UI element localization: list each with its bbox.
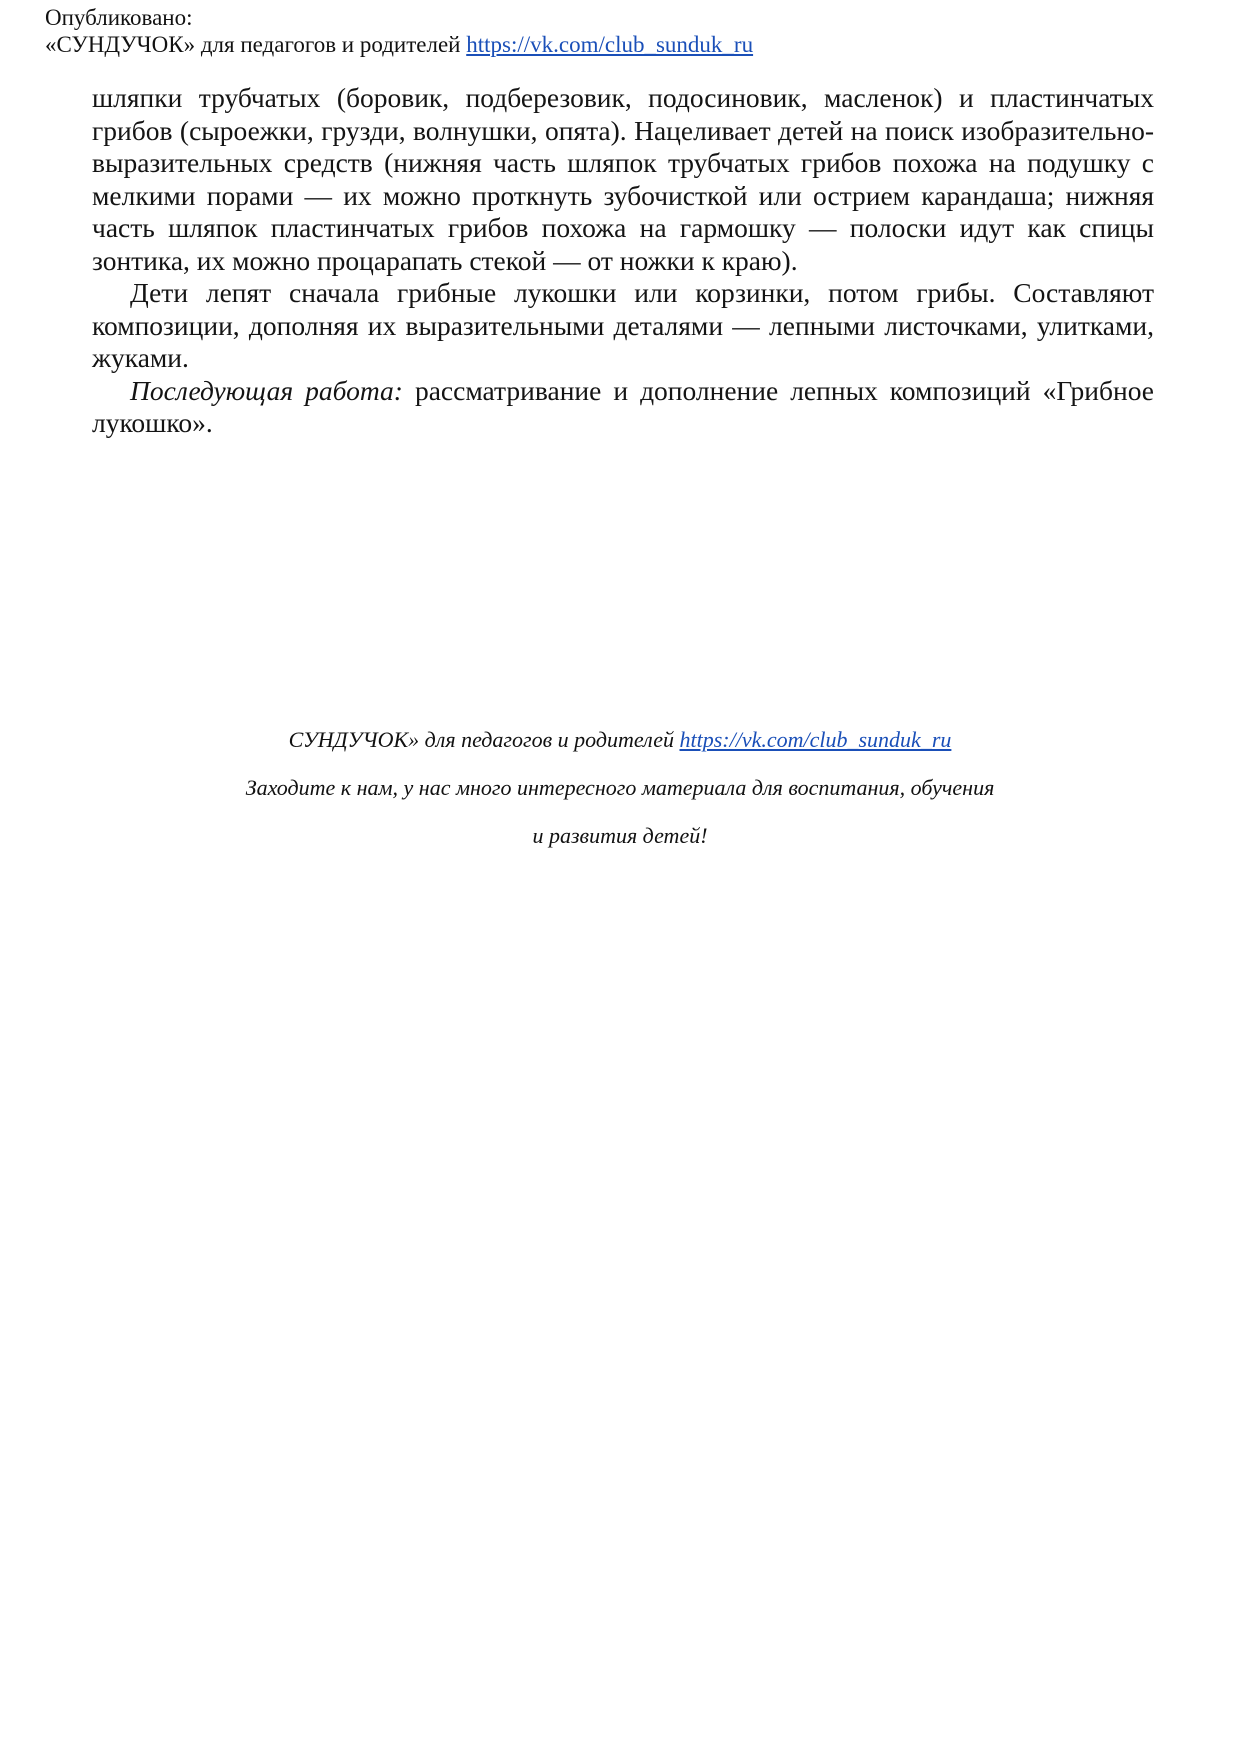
paragraph-1: шляпки трубчатых (боровик, подберезовик, подосиновик, масленок) и пластинчатых грибов (сыроежки, грузди, волнушки, опята). Нацеливает детей на поиск изобразительно-выразительных средств (нижняя часть шляпок трубчатых грибов похожа на подушку с мелкими порами — их можно проткнуть зубочисткой или острием карандаша; нижняя часть шляпок пластинчатых грибов похожа на гармошку — полоски идут как спицы зонтика, их можно процарапать стекой — от ножки к краю). bbox=[92, 82, 1154, 276]
paragraph-3 bbox=[92, 375, 1154, 440]
paragraph-2: Дети лепят сначала грибные лукошки или корзинки, потом грибы. Составляют композиции, дополняя их выразительными деталями — лепными листочками, улитками, жуками. bbox=[92, 277, 1154, 373]
footer-line-3: и развития детей! bbox=[532, 823, 708, 848]
source-link[interactable]: https://vk.com/club_sunduk_ru bbox=[466, 32, 754, 57]
footer-source-link[interactable]: https://vk.com/club_sunduk_ru bbox=[679, 727, 952, 752]
followup-label: Последующая работа: bbox=[130, 374, 403, 406]
published-label: Опубликовано: bbox=[45, 5, 193, 30]
page-header bbox=[45, 4, 753, 58]
footer-line-2: Заходите к нам, у нас много интересного материала для воспитания, обучения bbox=[245, 775, 995, 800]
footer-source-text: СУНДУЧОК» для педагогов и родителей bbox=[288, 727, 674, 752]
document-body bbox=[92, 82, 1154, 440]
source-text: «СУНДУЧОК» для педагогов и родителей bbox=[45, 32, 461, 57]
followup-text: рассматривание и дополнение лепных композиций «Грибное лукошко». bbox=[92, 374, 1154, 438]
footer-line-1 bbox=[0, 716, 1240, 764]
page-footer bbox=[0, 716, 1240, 860]
source-line bbox=[45, 31, 753, 58]
